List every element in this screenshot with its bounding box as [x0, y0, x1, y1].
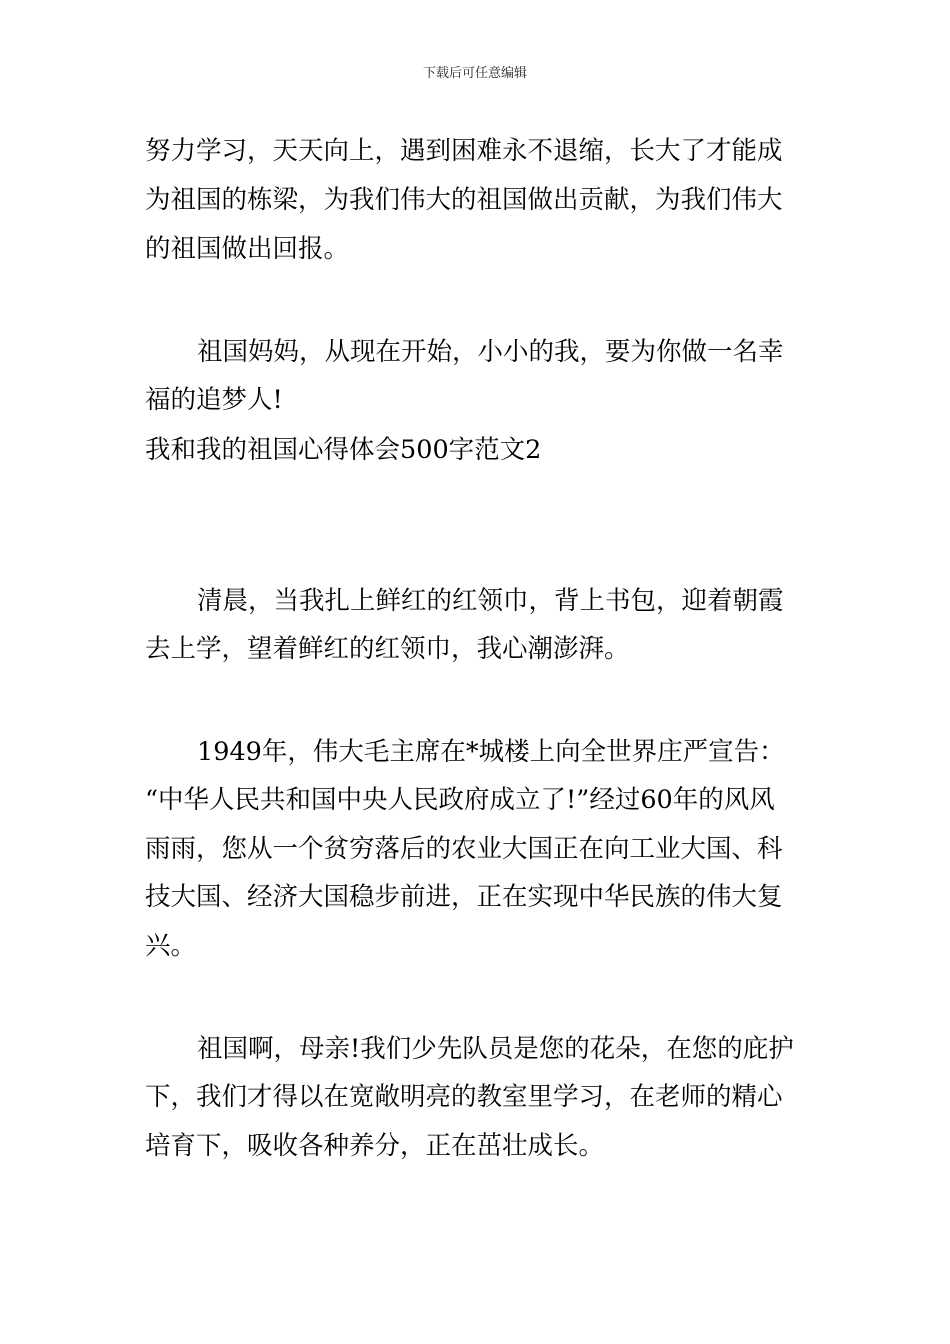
- body-text-line: 去上学，望着鲜红的红领巾，我心潮澎湃。: [145, 634, 630, 664]
- body-text-line: 下，我们才得以在宽敞明亮的教室里学习，在老师的精心: [145, 1082, 783, 1112]
- body-text-line: 的祖国做出回报。: [145, 234, 350, 264]
- page-header-note: 下载后可任意编辑: [422, 66, 527, 81]
- body-text-line: 福的追梦人!: [145, 385, 283, 415]
- body-text-line: 雨雨，您从一个贫穷落后的农业大国正在向工业大国、科: [145, 834, 783, 864]
- body-text-line: 努力学习，天天向上，遇到困难永不退缩，长大了才能成: [145, 136, 783, 166]
- body-text-line: 兴。: [145, 931, 197, 961]
- body-text-line: 祖国啊，母亲!我们少先队员是您的花朵，在您的庇护: [197, 1034, 794, 1064]
- body-text-line: “中华人民共和国中央人民政府成立了!”经过60年的风风: [145, 785, 775, 815]
- body-text-line: 培育下，吸收各种养分，正在茁壮成长。: [145, 1131, 605, 1161]
- body-text-line: 技大国、经济大国稳步前进，正在实现中华民族的伟大复: [145, 882, 783, 912]
- body-text-line: 1949年，伟大毛主席在*城楼上向全世界庄严宣告：: [197, 737, 785, 767]
- section-heading: 我和我的祖国心得体会500字范文2: [145, 435, 542, 465]
- body-text-line: 祖国妈妈，从现在开始，小小的我，要为你做一名幸: [197, 337, 784, 367]
- body-text-line: 为祖国的栋梁，为我们伟大的祖国做出贡献，为我们伟大: [145, 185, 783, 215]
- body-text-line: 清晨，当我扎上鲜红的红领巾，背上书包，迎着朝霞: [197, 586, 784, 616]
